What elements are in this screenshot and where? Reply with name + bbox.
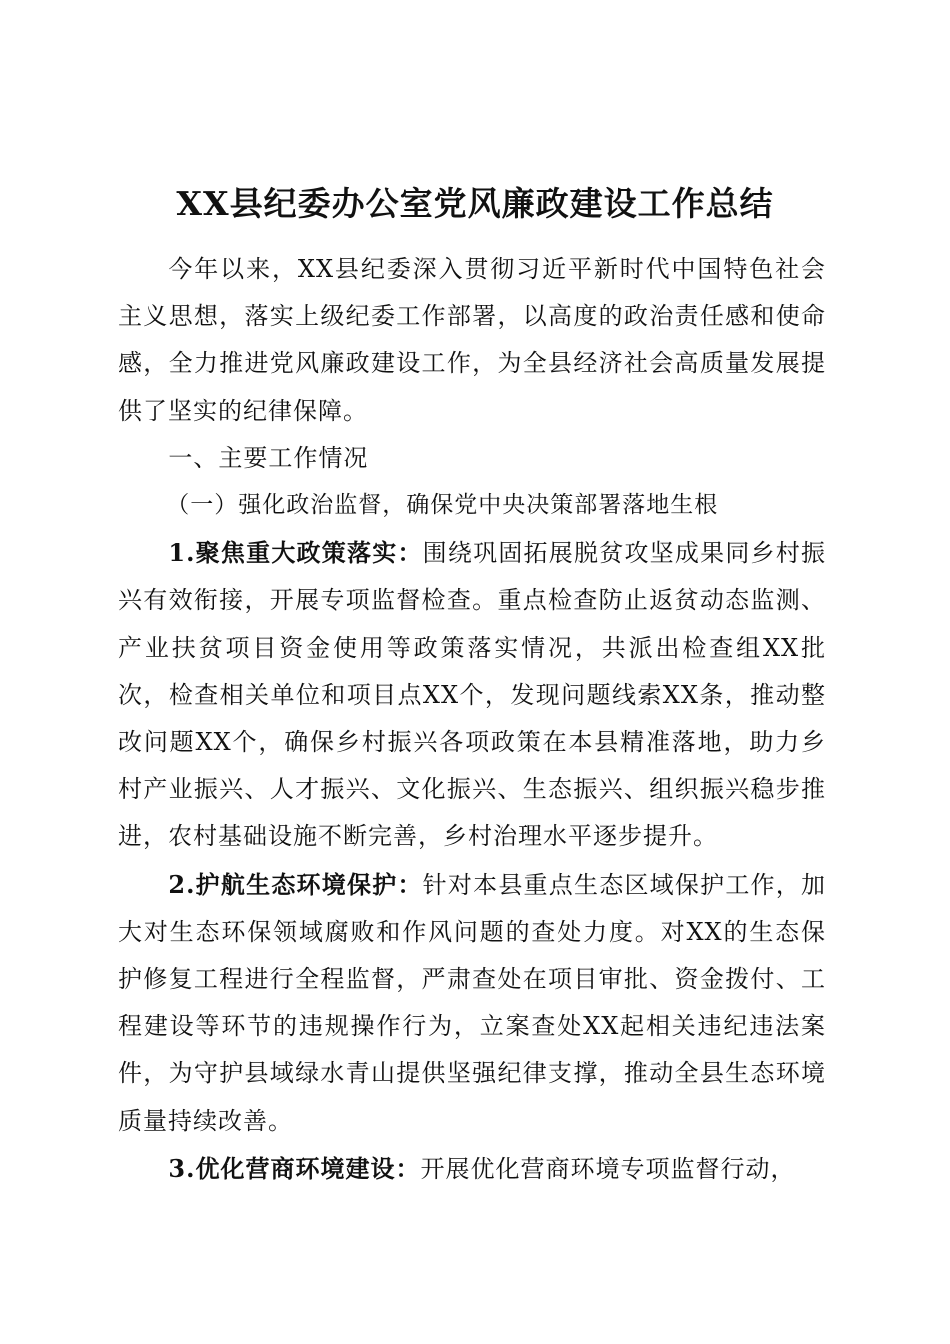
- intro-paragraph: 今年以来，XX县纪委深入贯彻习近平新时代中国特色社会主义思想，落实上级纪委工作部署，以高度的政治责任感和使命感，全力推进党风廉政建设工作，为全县经济社会高质量发展提供了坚实的纪律保障。: [118, 255, 826, 425]
- document-body: [118, 246, 826, 1193]
- item-text-2: 针对本县重点生态区域保护工作，加大对生态环保领域腐败和作风问题的查处力度。对XX的生态保护修复工程进行全程监督，严肃查处在项目审批、资金拨付、工程建设等环节的违规操作行为，立案查处XX起相关违纪违法案件，为守护县域绿水青山提供坚强纪律支撑，推动全县生态环境质量持续改善。: [118, 870, 826, 1135]
- section-heading: 一、主要工作情况: [168, 443, 369, 472]
- item-lead-3: 3.优化营商环境建设：: [168, 1153, 421, 1183]
- item-lead-1: 1.聚焦重大政策落实：: [168, 538, 423, 568]
- item-text-1: 围绕巩固拓展脱贫攻坚成果同乡村振兴有效衔接，开展专项监督检查。重点检查防止返贫动态监测、产业扶贫项目资金使用等政策落实情况，共派出检查组XX批次，检查相关单位和项目点XX个，发现问题线索XX条，推动整改问题XX个，确保乡村振兴各项政策在本县精准落地，助力乡村产业振兴、人才振兴、文化振兴、生态振兴、组织振兴稳步推进，农村基础设施不断完善，乡村治理水平逐步提升。: [118, 539, 826, 851]
- document-title: XX县纪委办公室党风廉政建设工作总结: [176, 184, 774, 223]
- item-paragraph-1: [118, 529, 826, 860]
- item-lead-2: 2.护航生态环境保护：: [168, 869, 423, 899]
- item-paragraph-3: [118, 1145, 826, 1193]
- item-paragraph-2: [118, 861, 826, 1145]
- subsection-heading: （一）强化政治监督，确保党中央决策部署落地生根: [166, 492, 719, 519]
- item-text-3: 开展优化营商环境专项监督行动，: [420, 1154, 796, 1183]
